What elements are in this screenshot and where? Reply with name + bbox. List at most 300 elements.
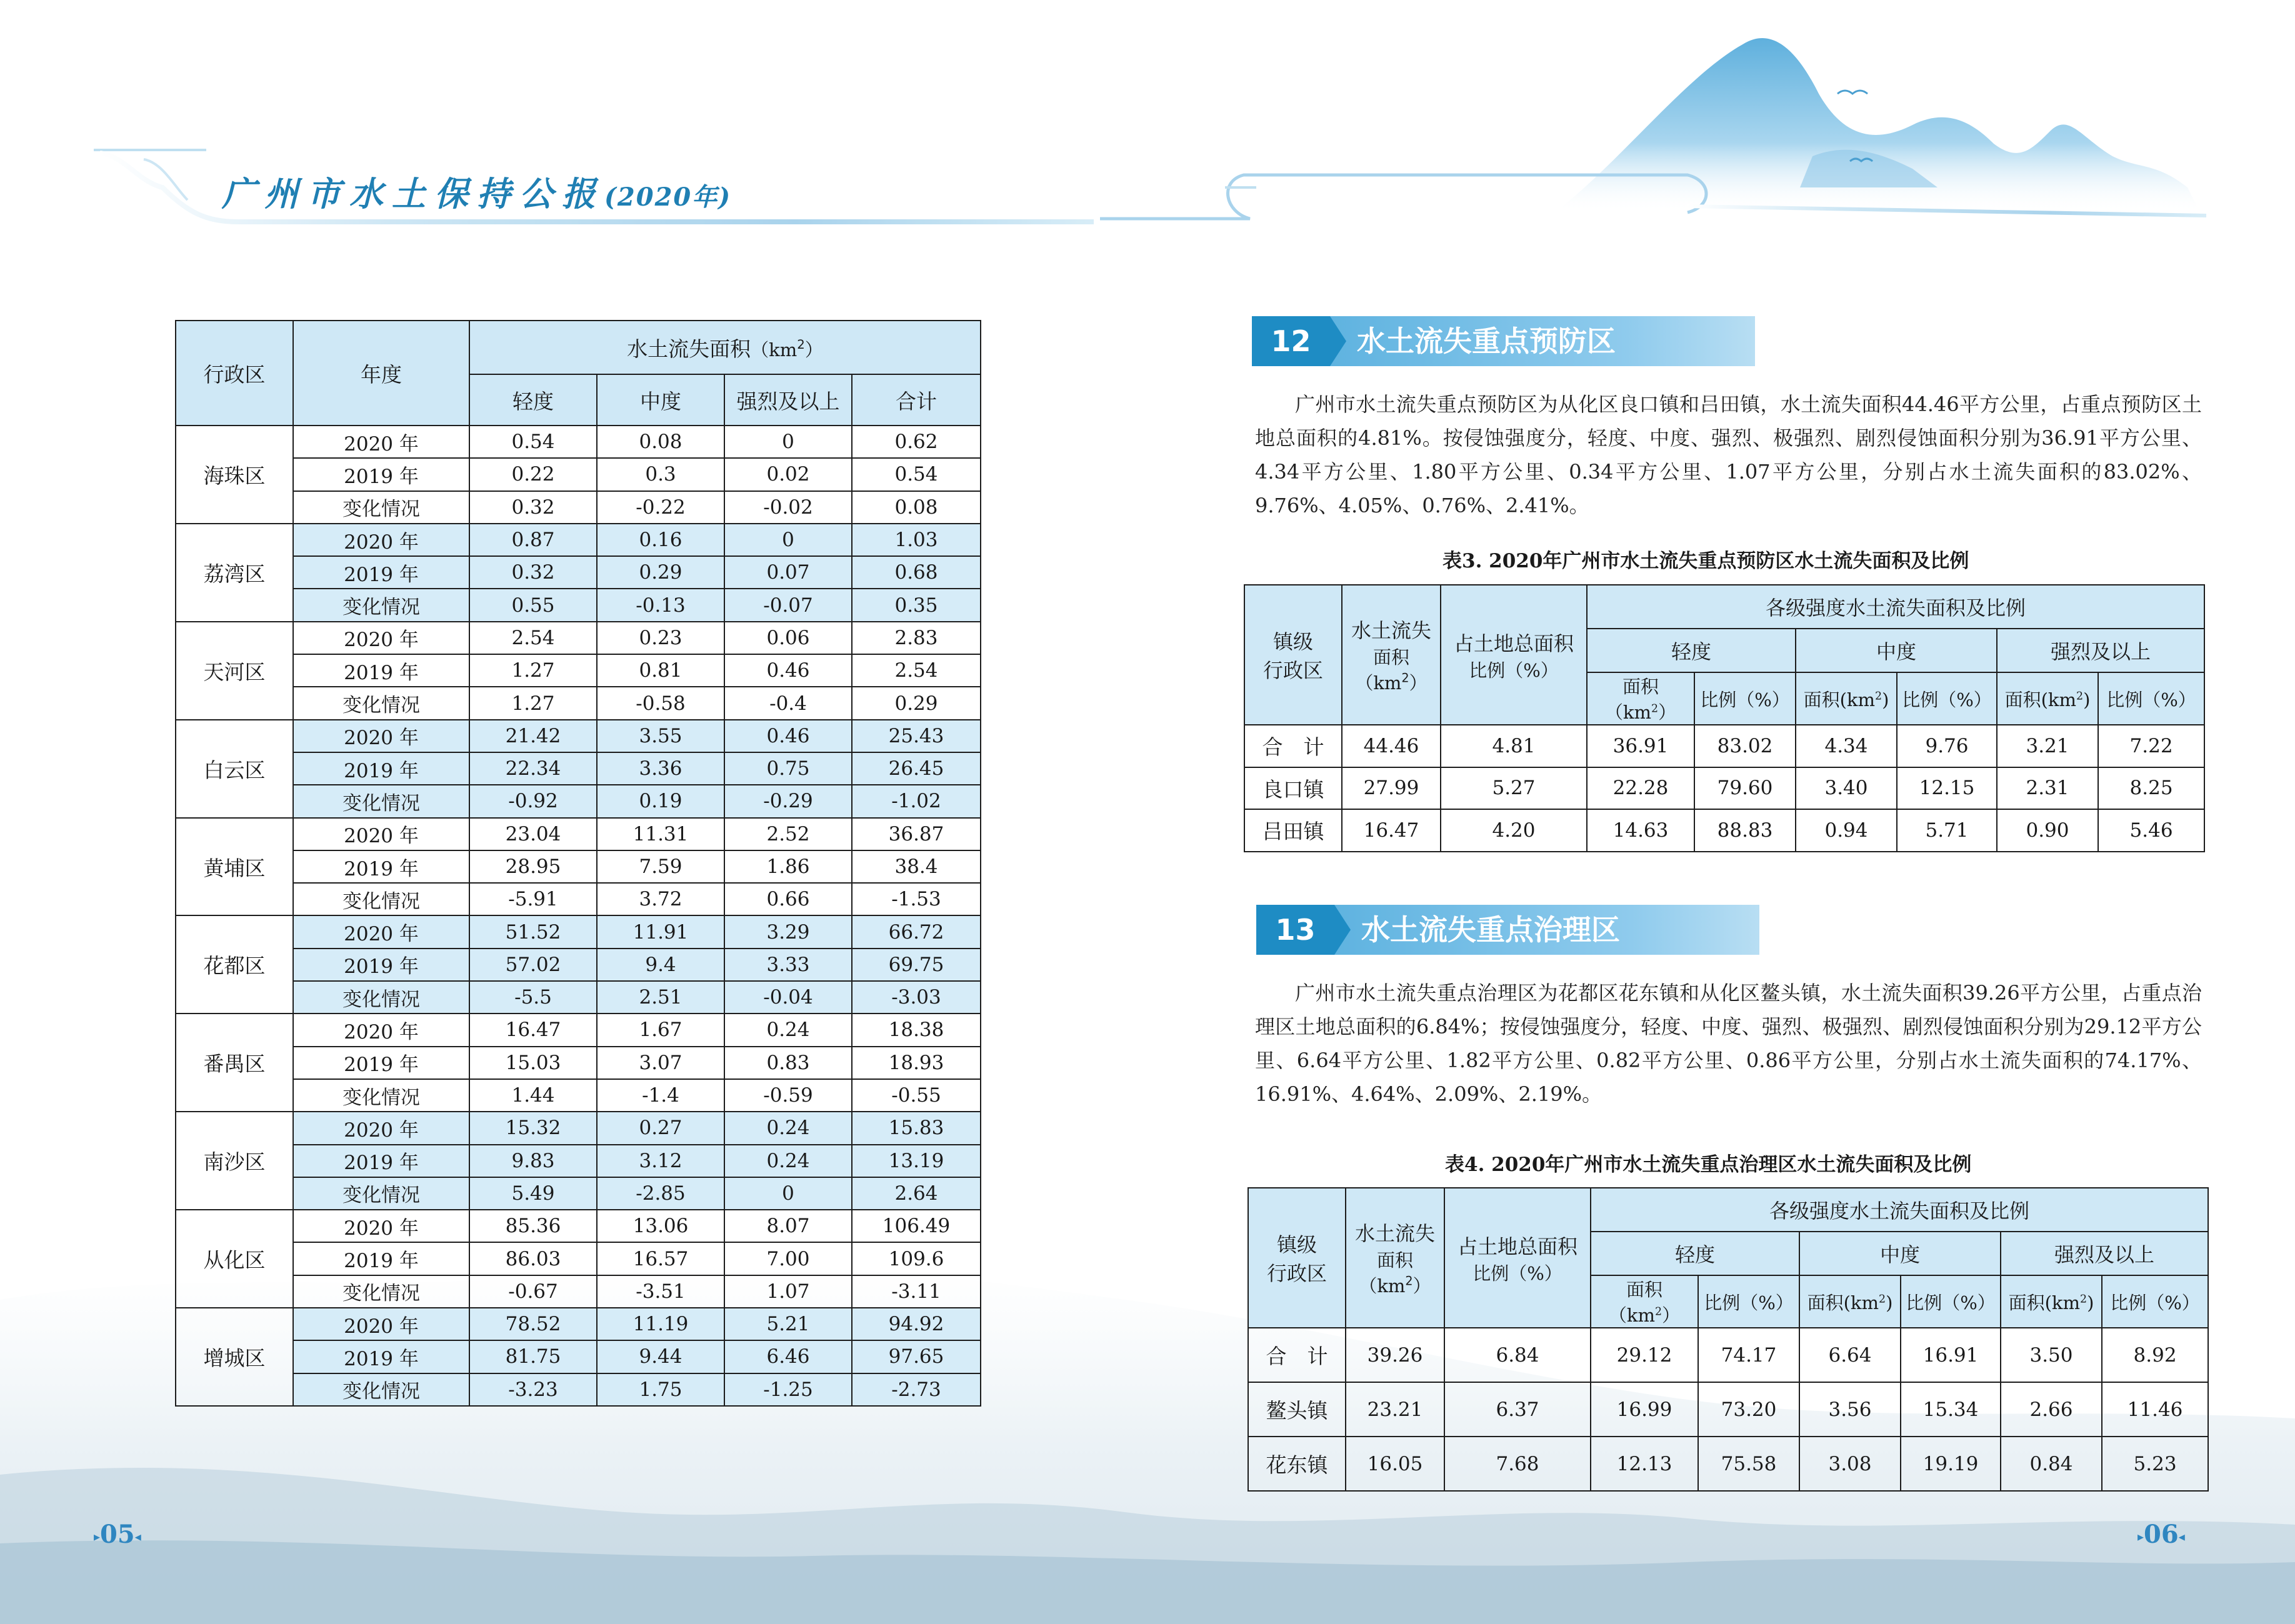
year-cell: 2019 年 [293,1145,469,1177]
header-moderate: 中度 [1799,1232,2001,1275]
s-area-cell: 0.90 [1997,809,2098,852]
page-number-left: ▸05◂ [94,1520,141,1549]
light-cell: -5.5 [469,981,597,1014]
moderate-cell: 0.16 [597,524,724,556]
year-cell: 2020 年 [293,426,469,458]
sub-pct: 比例（%） [1901,1275,2001,1328]
table-row [176,949,981,981]
area-cell: 23.21 [1346,1382,1444,1437]
sub-pct: 比例（%） [1694,672,1796,725]
moderate-cell: 9.4 [597,949,724,981]
severe-cell: -0.29 [724,785,852,817]
sub-area: 面积$(km^2)$ [1591,1275,1698,1328]
severe-cell: 1.07 [724,1275,852,1308]
m-area-cell: 3.56 [1799,1382,1901,1437]
s-area-cell: 3.21 [1997,725,2098,767]
moderate-cell: 0.81 [597,654,724,687]
light-cell: 0.55 [469,589,597,621]
total-cell: 0.35 [852,589,981,621]
light-cell: 0.22 [469,458,597,491]
severe-cell: 0.07 [724,556,852,589]
district-soil-erosion-table [175,320,981,1407]
year-cell: 变化情况 [293,883,469,915]
moderate-cell: 3.07 [597,1047,724,1079]
sub-area: 面积$(km^2)$ [1796,672,1897,725]
total-cell: -3.03 [852,981,981,1014]
ratio-cell: 7.68 [1444,1437,1591,1491]
header-intensity-group: 各级强度水土流失面积及比例 [1587,585,2204,629]
table-row [1244,809,2204,852]
table-row [176,556,981,589]
moderate-cell: 11.91 [597,915,724,948]
sub-area: 面积$(km^2)$ [2001,1275,2102,1328]
table-row [176,883,981,915]
table-row [176,1047,981,1079]
severe-cell: -0.59 [724,1079,852,1112]
header-severe: 强烈及以上 [2001,1232,2208,1275]
ratio-cell: 6.37 [1444,1382,1591,1437]
m-area-cell: 4.34 [1796,725,1897,767]
total-cell: -2.73 [852,1373,981,1406]
total-cell: 0.68 [852,556,981,589]
table-row [176,1275,981,1308]
report-title-main: 广州市水土保持公报 [222,174,604,214]
table-4-caption: 表4. 2020年广州市水土流失重点治理区水土流失面积及比例 [1445,1153,1972,1176]
table-row [176,687,981,719]
moderate-cell: -0.13 [597,589,724,621]
moderate-cell: 3.12 [597,1145,724,1177]
table-row [176,1145,981,1177]
severe-cell: 5.21 [724,1308,852,1340]
year-cell: 2019 年 [293,1047,469,1079]
control-table-body [1248,1328,2208,1491]
light-cell: 57.02 [469,949,597,981]
light-cell: 1.44 [469,1079,597,1112]
moderate-cell: -1.4 [597,1079,724,1112]
table-row [176,850,981,883]
moderate-cell: 11.19 [597,1308,724,1340]
table-row [1244,767,2204,810]
m-area-cell: 0.94 [1796,809,1897,852]
header-erosion-area: 水土流失面积$(km^2)$ [469,321,981,374]
header-moderate: 中度 [597,374,724,426]
l-area-cell: 22.28 [1587,767,1694,810]
year-cell: 2020 年 [293,1014,469,1046]
moderate-cell: 0.3 [597,458,724,491]
table-row [176,426,981,458]
severe-cell: -0.4 [724,687,852,719]
year-cell: 2020 年 [293,818,469,850]
s-pct-cell: 8.25 [2098,767,2204,810]
section-13-heading [1256,905,1759,955]
total-cell: 0.08 [852,491,981,524]
moderate-cell: 0.19 [597,785,724,817]
header-light: 轻度 [1587,629,1796,672]
area-cell: 16.05 [1346,1437,1444,1491]
town-name: 鳌头镇 [1248,1382,1346,1437]
l-area-cell: 12.13 [1591,1437,1698,1491]
s-pct-cell: 7.22 [2098,725,2204,767]
year-cell: 变化情况 [293,491,469,524]
light-cell: 15.03 [469,1047,597,1079]
severe-cell: 0.06 [724,622,852,654]
light-cell: -3.23 [469,1373,597,1406]
page-number-right: ▸06◂ [2138,1520,2185,1549]
severe-cell: 2.52 [724,818,852,850]
year-cell: 2019 年 [293,752,469,785]
table-row [1248,1328,2208,1382]
table-row [176,818,981,850]
s-area-cell: 0.84 [2001,1437,2102,1491]
table-row [176,1210,981,1242]
total-cell: 94.92 [852,1308,981,1340]
severe-cell: -0.02 [724,491,852,524]
severe-cell: 1.86 [724,850,852,883]
s-area-cell: 2.31 [1997,767,2098,810]
l-pct-cell: 88.83 [1694,809,1796,852]
severe-cell: 0 [724,1177,852,1210]
light-cell: 16.47 [469,1014,597,1046]
section-12-heading [1252,316,1755,366]
prevention-zone-table [1244,584,2205,852]
district-name: 番禺区 [176,1014,293,1112]
year-cell: 2020 年 [293,720,469,752]
s-area-cell: 3.50 [2001,1328,2102,1382]
sub-pct: 比例（%） [2098,672,2204,725]
section-13-paragraph: 广州市水土流失重点治理区为花都区花东镇和从化区鳌头镇，水土流失面积39.26平方公里，占重点治理区土地总面积的6.84%；按侵蚀强度分，轻度、中度、强烈、极强烈、剧烈侵蚀面积分别为29.12平方公里、6.64平方公里、1.82平方公里、0.82平方公里、0.86平方公里，分别占水土流失面积的74.17%、16.91%、4.64%、2.09%、2.19%。 [1255,981,2202,1106]
l-pct-cell: 75.58 [1698,1437,1799,1491]
moderate-cell: 13.06 [597,1210,724,1242]
header-town: 镇级 行政区 [1244,585,1342,725]
moderate-cell: 11.31 [597,818,724,850]
moderate-cell: 3.72 [597,883,724,915]
light-cell: 85.36 [469,1210,597,1242]
year-cell: 2019 年 [293,1242,469,1275]
severe-cell: 3.29 [724,915,852,948]
ratio-cell: 6.84 [1444,1328,1591,1382]
light-cell: 86.03 [469,1242,597,1275]
header-year: 年度 [293,321,469,426]
table-row [176,654,981,687]
header-severe: 强烈及以上 [1997,629,2204,672]
light-cell: 81.75 [469,1340,597,1373]
table-row [176,785,981,817]
moderate-cell: -3.51 [597,1275,724,1308]
year-cell: 变化情况 [293,1275,469,1308]
district-name: 花都区 [176,915,293,1014]
severe-cell: 3.33 [724,949,852,981]
table-row [176,524,981,556]
year-cell: 变化情况 [293,589,469,621]
l-pct-cell: 79.60 [1694,767,1796,810]
severe-cell: 6.46 [724,1340,852,1373]
m-pct-cell: 19.19 [1901,1437,2001,1491]
total-cell: 25.43 [852,720,981,752]
total-cell: 1.03 [852,524,981,556]
year-cell: 2019 年 [293,949,469,981]
header-severe: 强烈及以上 [724,374,852,426]
year-cell: 变化情况 [293,981,469,1014]
light-cell: 0.87 [469,524,597,556]
severe-cell: 0.46 [724,654,852,687]
light-cell: 0.32 [469,556,597,589]
light-cell: 51.52 [469,915,597,948]
year-cell: 2020 年 [293,1308,469,1340]
moderate-cell: 1.75 [597,1373,724,1406]
table-row [176,1112,981,1144]
district-name: 荔湾区 [176,524,293,622]
total-cell: -3.11 [852,1275,981,1308]
section-title: 水土流失重点预防区 [1357,324,1616,358]
total-cell: 0.54 [852,458,981,491]
year-cell: 2020 年 [293,622,469,654]
district-name: 增城区 [176,1308,293,1406]
prevention-table-body [1244,725,2204,852]
control-zone-table [1248,1187,2209,1492]
total-cell: 0.62 [852,426,981,458]
table-row [176,752,981,785]
moderate-cell: 3.55 [597,720,724,752]
severe-cell: 7.00 [724,1242,852,1275]
total-cell: 13.19 [852,1145,981,1177]
moderate-cell: 1.67 [597,1014,724,1046]
moderate-cell: 9.44 [597,1340,724,1373]
sub-pct: 比例（%） [1897,672,1997,725]
table-row [176,491,981,524]
sub-pct: 比例（%） [2102,1275,2208,1328]
moderate-cell: 0.08 [597,426,724,458]
district-name: 海珠区 [176,426,293,524]
severe-cell: 0.24 [724,1112,852,1144]
table-row [176,1079,981,1112]
section-number: 13 [1256,905,1334,955]
year-cell: 2019 年 [293,1340,469,1373]
light-cell: 21.42 [469,720,597,752]
area-cell: 27.99 [1342,767,1441,810]
year-cell: 变化情况 [293,1373,469,1406]
severe-cell: -0.07 [724,589,852,621]
moderate-cell: 0.29 [597,556,724,589]
table-3-caption: 表3. 2020年广州市水土流失重点预防区水土流失面积及比例 [1442,550,1969,572]
sub-area: 面积$(km^2)$ [1997,672,2098,725]
area-cell: 16.47 [1342,809,1441,852]
header-light: 轻度 [469,374,597,426]
total-cell: 38.4 [852,850,981,883]
header-intensity-group: 各级强度水土流失面积及比例 [1591,1188,2208,1232]
m-area-cell: 6.64 [1799,1328,1901,1382]
m-pct-cell: 12.15 [1897,767,1997,810]
light-cell: -0.92 [469,785,597,817]
severe-cell: 0 [724,524,852,556]
l-pct-cell: 73.20 [1698,1382,1799,1437]
bird-icon [1838,91,1868,94]
year-cell: 变化情况 [293,1079,469,1112]
light-cell: 1.27 [469,687,597,719]
header-total: 合计 [852,374,981,426]
sub-pct: 比例（%） [1698,1275,1799,1328]
header-area: 水土流失 面积$(km^2)$ [1342,585,1441,725]
table-row [1248,1437,2208,1491]
m-pct-cell: 15.34 [1901,1382,2001,1437]
table-row [176,1340,981,1373]
area-cell: 44.46 [1342,725,1441,767]
total-cell: 109.6 [852,1242,981,1275]
district-name: 黄埔区 [176,818,293,916]
year-cell: 2019 年 [293,458,469,491]
district-name: 天河区 [176,622,293,720]
total-cell: -0.55 [852,1079,981,1112]
moderate-cell: 7.59 [597,850,724,883]
town-name: 吕田镇 [1244,809,1342,852]
year-cell: 变化情况 [293,687,469,719]
severe-cell: -0.04 [724,981,852,1014]
year-cell: 2020 年 [293,524,469,556]
section-title: 水土流失重点治理区 [1361,913,1620,947]
total-cell: 66.72 [852,915,981,948]
year-cell: 2020 年 [293,915,469,948]
report-title [222,167,731,216]
year-cell: 2019 年 [293,556,469,589]
s-area-cell: 2.66 [2001,1382,2102,1437]
total-cell: 15.83 [852,1112,981,1144]
header-land-ratio: 占土地总面积 比例（%） [1444,1188,1591,1328]
moderate-cell: -2.85 [597,1177,724,1210]
town-name: 花东镇 [1248,1437,1346,1491]
severe-cell: 0.02 [724,458,852,491]
district-name: 从化区 [176,1210,293,1308]
total-cell: 2.54 [852,654,981,687]
header-town: 镇级 行政区 [1248,1188,1346,1328]
severe-cell: 0 [724,426,852,458]
total-cell: -1.02 [852,785,981,817]
header-land-ratio: 占土地总面积 比例（%） [1441,585,1587,725]
severe-cell: 0.24 [724,1014,852,1046]
total-cell: 18.38 [852,1014,981,1046]
light-cell: 22.34 [469,752,597,785]
light-cell: 5.49 [469,1177,597,1210]
table-row [176,589,981,621]
s-pct-cell: 11.46 [2102,1382,2208,1437]
ratio-cell: 4.20 [1441,809,1587,852]
moderate-cell: 0.27 [597,1112,724,1144]
s-pct-cell: 5.23 [2102,1437,2208,1491]
total-cell: 2.83 [852,622,981,654]
total-cell: 2.64 [852,1177,981,1210]
section-number: 12 [1252,316,1330,366]
total-cell: 106.49 [852,1210,981,1242]
severe-cell: 0.66 [724,883,852,915]
total-cell: 26.45 [852,752,981,785]
table-row [176,1177,981,1210]
table-row [176,622,981,654]
table-row [176,1308,981,1340]
l-area-cell: 14.63 [1587,809,1694,852]
m-pct-cell: 5.71 [1897,809,1997,852]
table-row [176,1242,981,1275]
moderate-cell: 3.36 [597,752,724,785]
year-cell: 2020 年 [293,1210,469,1242]
total-cell: 36.87 [852,818,981,850]
light-cell: 78.52 [469,1308,597,1340]
severe-cell: 0.46 [724,720,852,752]
moderate-cell: 2.51 [597,981,724,1014]
table-row [1244,725,2204,767]
sub-area: 面积$(km^2)$ [1799,1275,1901,1328]
town-name: 合 计 [1244,725,1342,767]
report-title-year: (2020年) [604,182,732,212]
table-row [176,1373,981,1406]
severe-cell: 8.07 [724,1210,852,1242]
area-cell: 39.26 [1346,1328,1444,1382]
town-name: 良口镇 [1244,767,1342,810]
light-cell: 0.54 [469,426,597,458]
severe-cell: 0.75 [724,752,852,785]
l-pct-cell: 74.17 [1698,1328,1799,1382]
moderate-cell: 0.23 [597,622,724,654]
year-cell: 2019 年 [293,850,469,883]
table-row [176,458,981,491]
ratio-cell: 5.27 [1441,767,1587,810]
district-name: 南沙区 [176,1112,293,1210]
year-cell: 变化情况 [293,1177,469,1210]
year-cell: 2020 年 [293,1112,469,1144]
l-area-cell: 29.12 [1591,1328,1698,1382]
year-cell: 2019 年 [293,654,469,687]
total-cell: 97.65 [852,1340,981,1373]
light-cell: 2.54 [469,622,597,654]
m-pct-cell: 16.91 [1901,1328,2001,1382]
sub-area: 面积$(km^2)$ [1587,672,1694,725]
moderate-cell: 16.57 [597,1242,724,1275]
l-area-cell: 36.91 [1587,725,1694,767]
district-name: 白云区 [176,720,293,818]
year-cell: 变化情况 [293,785,469,817]
table-row [1248,1382,2208,1437]
m-pct-cell: 9.76 [1897,725,1997,767]
moderate-cell: -0.58 [597,687,724,719]
ratio-cell: 4.81 [1441,725,1587,767]
total-cell: 69.75 [852,949,981,981]
light-cell: -5.91 [469,883,597,915]
table-row [176,915,981,948]
district-table-body [176,426,981,1406]
m-area-cell: 3.08 [1799,1437,1901,1491]
section-12-paragraph: 广州市水土流失重点预防区为从化区良口镇和吕田镇，水土流失面积44.46平方公里，占重点预防区土地总面积的4.81%。按侵蚀强度分，轻度、中度、强烈、极强烈、剧烈侵蚀面积分别为36.91平方公里、4.34平方公里、1.80平方公里、0.34平方公里、1.07平方公里，分别占水土流失面积的83.02%、9.76%、4.05%、0.76%、2.41%。 [1255,392,2202,517]
header-moderate: 中度 [1796,629,1997,672]
s-pct-cell: 5.46 [2098,809,2204,852]
total-cell: -1.53 [852,883,981,915]
light-cell: 23.04 [469,818,597,850]
severe-cell: 0.83 [724,1047,852,1079]
table-row [176,720,981,752]
light-cell: 15.32 [469,1112,597,1144]
severe-cell: 0.24 [724,1145,852,1177]
severe-cell: -1.25 [724,1373,852,1406]
light-cell: 9.83 [469,1145,597,1177]
s-pct-cell: 8.92 [2102,1328,2208,1382]
header-district: 行政区 [176,321,293,426]
m-area-cell: 3.40 [1796,767,1897,810]
total-cell: 18.93 [852,1047,981,1079]
header-area: 水土流失 面积$(km^2)$ [1346,1188,1444,1328]
moderate-cell: -0.22 [597,491,724,524]
header-light: 轻度 [1591,1232,1799,1275]
l-area-cell: 16.99 [1591,1382,1698,1437]
table-row [176,1014,981,1046]
light-cell: 0.32 [469,491,597,524]
light-cell: 1.27 [469,654,597,687]
light-cell: -0.67 [469,1275,597,1308]
